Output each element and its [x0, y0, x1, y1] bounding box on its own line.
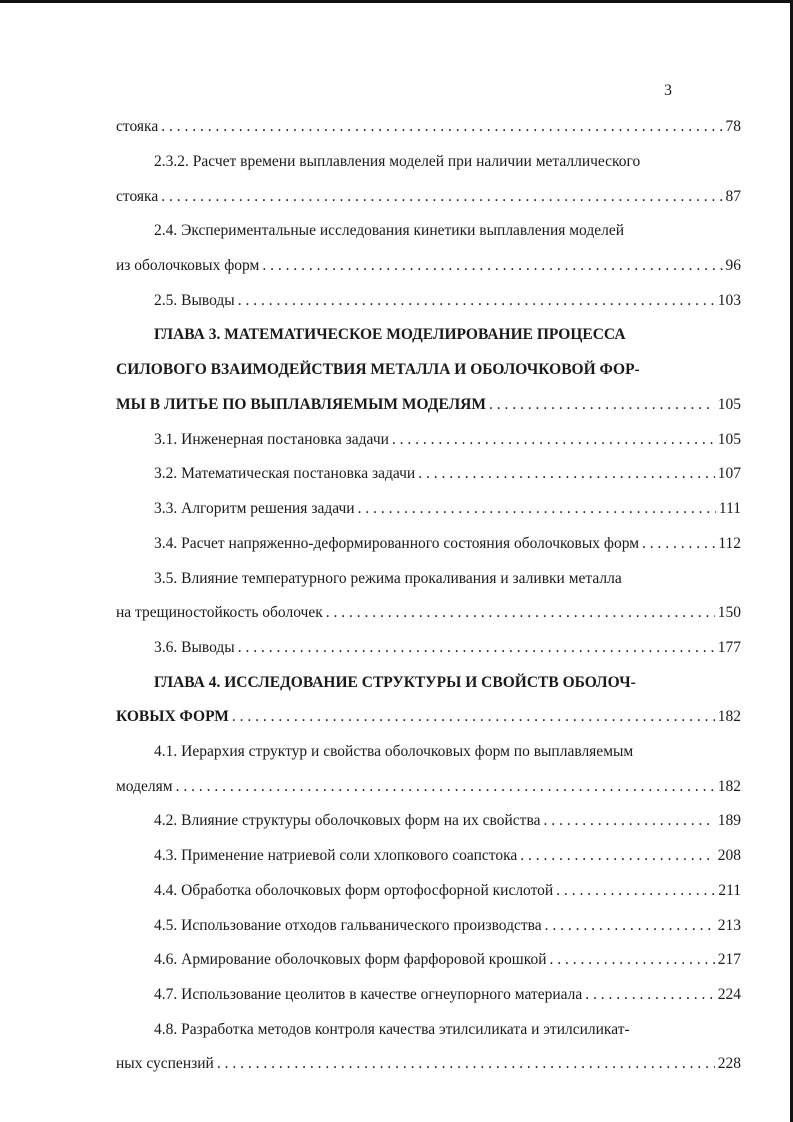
toc-entry-page: 87 — [725, 188, 741, 205]
toc-entry-text: 3.4. Расчет напряженно-деформированного состояния оболочковых форм — [154, 535, 640, 552]
toc-entry-text: 4.8. Разработка методов контроля качества этилсиликата и этилсиликат- — [154, 1021, 630, 1038]
toc-entry — [116, 257, 741, 277]
toc-entry-text: стояка — [116, 118, 159, 135]
toc-entry-page: 213 — [717, 917, 741, 934]
toc-entry-text: 3.2. Математическая постановка задачи — [154, 465, 416, 482]
toc-entry-page: 96 — [725, 257, 741, 274]
leader-dots — [176, 778, 715, 796]
leader-dots — [418, 465, 715, 483]
toc-entry-page: 208 — [717, 847, 741, 864]
chapter-heading: МЫ В ЛИТЬЕ ПО ВЫПЛАВЛЯЕМЫМ МОДЕЛЯМ — [116, 396, 486, 413]
leader-dots — [642, 535, 715, 553]
toc-entry-text: 4.7. Использование цеолитов в качестве огнеупорного материала — [154, 986, 583, 1003]
toc-entry-page: 228 — [717, 1055, 741, 1072]
toc-entry-page: 78 — [725, 118, 741, 135]
leader-dots — [232, 708, 715, 726]
toc-entry-page: 211 — [718, 882, 741, 899]
leader-dots — [520, 847, 714, 865]
leader-dots — [358, 500, 716, 518]
toc-entry-text: 4.1. Иерархия структур и свойства оболочковых форм по выплавляемым — [154, 743, 634, 760]
leader-dots — [489, 396, 715, 414]
toc-entry — [116, 604, 741, 624]
toc-entry-text: 3.5. Влияние температурного режима прокаливания и заливки металла — [154, 570, 622, 587]
toc-entry-page: 150 — [717, 604, 741, 621]
toc-entry — [116, 951, 741, 971]
toc-entry — [116, 500, 741, 520]
toc-entry — [116, 292, 741, 312]
toc-entry-text: 4.3. Применение натриевой соли хлопкового соапстока — [154, 847, 518, 864]
toc-entry — [116, 118, 741, 138]
toc-entry-page: 107 — [717, 465, 741, 482]
toc-entry-page: 105 — [717, 396, 741, 413]
toc-entry-page: 217 — [717, 951, 741, 968]
toc-entry — [116, 1055, 741, 1075]
leader-dots — [238, 292, 715, 310]
toc-entry-page: 111 — [718, 500, 741, 517]
toc-entry-text: 2.4. Экспериментальные исследования кинетики выплавления моделей — [154, 222, 625, 239]
toc-entry — [116, 986, 741, 1006]
toc-entry-text: 3.1. Инженерная постановка задачи — [154, 431, 389, 448]
toc-entry — [116, 431, 741, 451]
chapter-heading: ГЛАВА 3. МАТЕМАТИЧЕСКОЕ МОДЕЛИРОВАНИЕ ПРОЦЕССА — [154, 326, 626, 343]
toc-entry-text: ных суспензий — [116, 1055, 214, 1072]
toc-entry-text: из оболочковых форм — [116, 257, 260, 274]
toc-entry-text: 4.5. Использование отходов гальванического производства — [154, 917, 542, 934]
leader-dots — [550, 951, 715, 969]
toc-entry — [116, 396, 741, 416]
toc-entry — [116, 778, 741, 798]
toc-entry — [116, 535, 741, 555]
toc-entry-text: 3.3. Алгоритм решения задачи — [154, 500, 355, 517]
leader-dots — [556, 882, 715, 900]
toc-entry — [116, 847, 741, 867]
toc-entry — [116, 917, 741, 937]
leader-dots — [585, 986, 714, 1004]
toc-entry-page: 182 — [717, 778, 741, 795]
leader-dots — [161, 188, 722, 206]
toc-entry-text: 2.5. Выводы — [154, 292, 235, 309]
leader-dots — [543, 812, 714, 830]
toc-entry-text: на трещиностойкость оболочек — [116, 604, 323, 621]
toc-entry-text: 3.6. Выводы — [154, 639, 235, 656]
leader-dots — [217, 1055, 715, 1073]
toc-entry-text: моделям — [116, 778, 173, 795]
leader-dots — [262, 257, 722, 275]
toc-entry — [116, 708, 741, 728]
toc-entry-text: 4.2. Влияние структуры оболочковых форм на их свойства — [154, 812, 541, 829]
leader-dots — [161, 118, 722, 136]
page-number: 3 — [664, 82, 672, 99]
chapter-heading: ГЛАВА 4. ИССЛЕДОВАНИЕ СТРУКТУРЫ И СВОЙСТВ ОБОЛОЧ- — [154, 674, 636, 691]
toc-entry — [116, 882, 741, 902]
chapter-heading: КОВЫХ ФОРМ — [116, 708, 229, 725]
toc-entry-text: 2.3.2. Расчет времени выплавления моделей при наличии металлического — [154, 153, 641, 170]
toc-entry-page: 105 — [717, 431, 741, 448]
toc-entry — [116, 639, 741, 659]
toc-entry-page: 189 — [717, 812, 741, 829]
toc-entry — [116, 812, 741, 832]
toc-entry-text: 4.6. Армирование оболочковых форм фарфоровой крошкой — [154, 951, 547, 968]
leader-dots — [326, 604, 715, 622]
toc-entry-text: 4.4. Обработка оболочковых форм ортофосфорной кислотой — [154, 882, 554, 899]
toc-entry-page: 112 — [718, 535, 741, 552]
toc-entry — [116, 188, 741, 208]
leader-dots — [392, 431, 715, 449]
toc-entry — [116, 465, 741, 485]
toc-entry-page: 177 — [717, 639, 741, 656]
toc-entry-page: 103 — [717, 292, 741, 309]
leader-dots — [545, 917, 715, 935]
toc-entry-page: 224 — [717, 986, 741, 1003]
page-border-top — [0, 0, 793, 3]
chapter-heading: СИЛОВОГО ВЗАИМОДЕЙСТВИЯ МЕТАЛЛА И ОБОЛОЧКОВОЙ ФОР- — [116, 361, 640, 378]
toc-entry-page: 182 — [717, 708, 741, 725]
leader-dots — [238, 639, 715, 657]
toc-entry-text: стояка — [116, 188, 159, 205]
